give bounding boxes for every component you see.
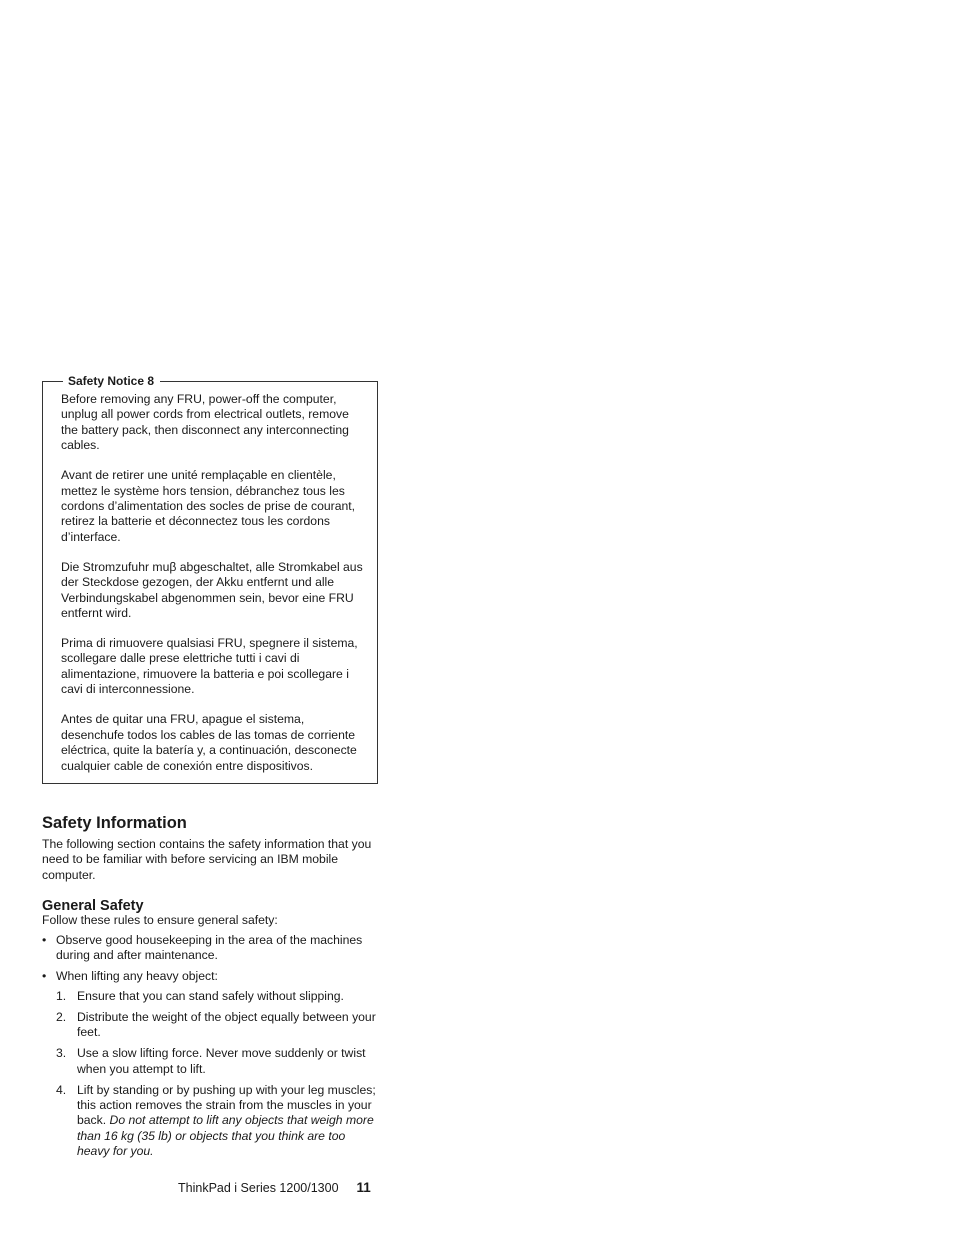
bullet-text: When lifting any heavy object:: [56, 968, 218, 983]
safety-information-intro: The following section contains the safety information that you need to be familiar with before servicing an IBM mobile computer.: [42, 837, 372, 882]
step-number: 2.: [56, 1009, 67, 1024]
general-safety-bullet-list: [42, 933, 372, 989]
general-safety-intro: Follow these rules to ensure general safety:: [42, 913, 278, 927]
step-text: Lift by standing or by pushing up with your leg muscles; this action removes the strain from the muscles in your back.: [77, 1082, 376, 1128]
list-item: [56, 1083, 376, 1160]
step-number: 3.: [56, 1046, 67, 1061]
list-item: [56, 1046, 376, 1077]
safety-information-heading: Safety Information: [42, 814, 187, 832]
list-item: [42, 969, 372, 984]
notice-paragraph-french: Avant de retirer une unité remplaçable en clientèle, mettez le système hors tension, débranchez tous les cordons d’alimentation des socles de prise de courant, retirez la batterie et déconnectez tous les cordons d’interface.: [61, 468, 356, 544]
footer-product-name: ThinkPad i Series 1200/1300: [178, 1181, 339, 1195]
page-footer: [178, 1180, 371, 1196]
list-item: [56, 1010, 376, 1041]
bullet-marker: •: [42, 968, 47, 983]
notice-paragraph-english: Before removing any FRU, power-off the computer, unplug all power cords from electrical outlets, remove the battery pack, then disconnect any interconnecting cables.: [61, 392, 349, 453]
step-number: 4.: [56, 1082, 67, 1097]
bullet-marker: •: [42, 933, 47, 947]
general-safety-heading: General Safety: [42, 898, 144, 914]
step-text: Use a slow lifting force. Never move suddenly or twist when you attempt to lift.: [77, 1046, 366, 1076]
notice-paragraph-italian: Prima di rimuovere qualsiasi FRU, spegnere il sistema, scollegare dalle prese elettriche tutti i cavi di alimentazione, rimuovere la batteria e poi scollegare i cavi di interconnessione.: [61, 636, 358, 697]
step-text: Ensure that you can stand safely without slipping.: [77, 989, 344, 1003]
notice-paragraph-german: Die Stromzufuhr muβ abgeschaltet, alle Stromkabel aus der Steckdose gezogen, der Akku entfernt und alle Verbindungskabel abgenommen sein, bevor eine FRU entfernt wird.: [61, 559, 363, 621]
list-item: [56, 989, 376, 1004]
step-number: 1.: [56, 989, 67, 1003]
page-number: 11: [356, 1180, 371, 1195]
step-warning-emphasis: Do not attempt to lift any objects that weigh more than 16 kg (35 lb) or objects that you think are too heavy for you.: [77, 1113, 374, 1159]
notice-paragraph-spanish: Antes de quitar una FRU, apague el sistema, desenchufe todos los cables de las tomas de corriente eléctrica, quite la batería y, a continuación, desconecte cualquier cable de conexión entre dispositivos.: [61, 712, 357, 773]
safety-notice-box: [42, 374, 378, 784]
list-item: [42, 933, 372, 964]
lifting-steps-list: [56, 989, 376, 1165]
step-text: Distribute the weight of the object equally between your feet.: [77, 1009, 376, 1040]
bullet-text: Observe good housekeeping in the area of the machines during and after maintenance.: [56, 933, 363, 963]
safety-notice-title: Safety Notice 8: [63, 374, 160, 389]
